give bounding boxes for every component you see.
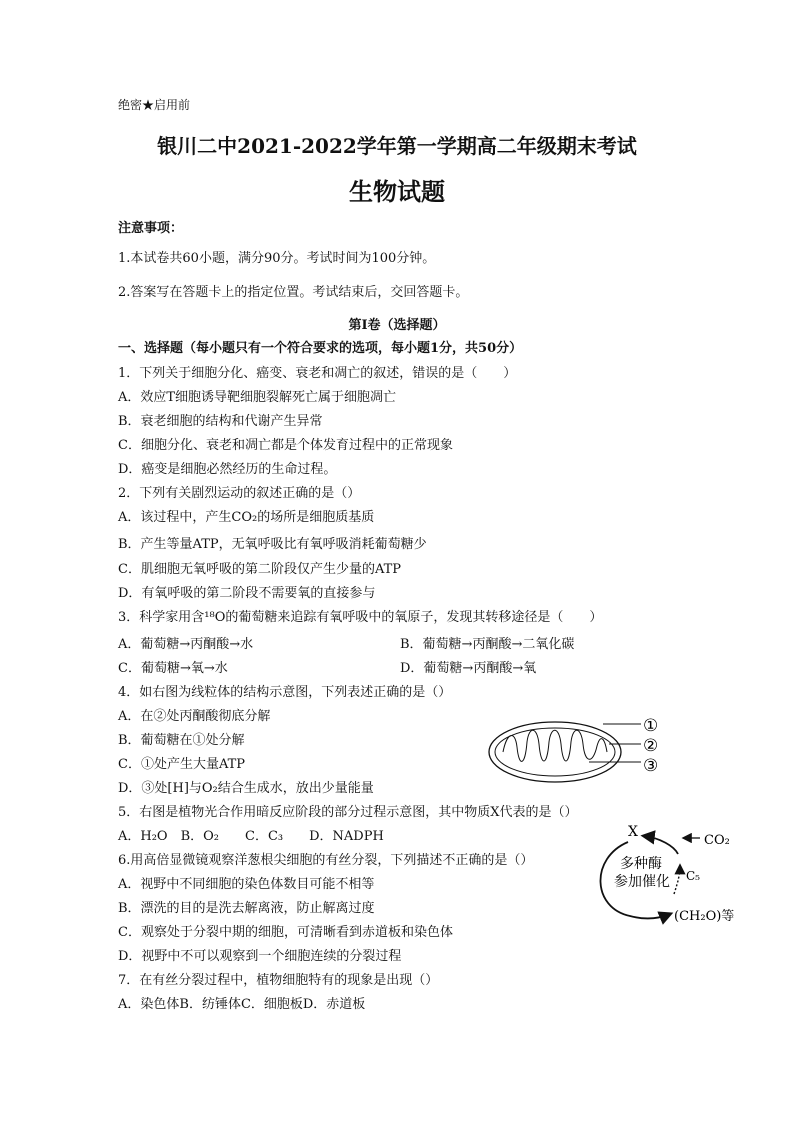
section-instruction: 一、选择题（每小题只有一个符合要求的选项，每小题1分，共50分） (118, 341, 523, 356)
co2-label: CO₂ (704, 833, 730, 848)
x-label: X (628, 824, 638, 840)
option: B．葡萄糖在①处分解 (118, 733, 245, 748)
question-stem: 3．科学家用含¹⁸O的葡萄糖来追踪有氧呼吸中的氧原子，发现其转移途径是（ ） (118, 610, 603, 625)
dark-reaction-diagram (590, 818, 770, 930)
ch2o-label: (CH₂O)等 (674, 909, 735, 924)
question-stem: 6.用高倍显微镜观察洋葱根尖细胞的有丝分裂，下列描述不正确的是（） (118, 853, 534, 868)
option: B．产生等量ATP，无氧呼吸比有氧呼吸消耗葡萄糖少 (118, 537, 427, 552)
outer-membrane (489, 722, 621, 782)
cristae (503, 730, 607, 761)
option: C．葡萄糖→氧→水 (118, 661, 228, 676)
option: A．葡萄糖→丙酮酸→水 (118, 637, 254, 652)
option: A．该过程中，产生CO₂的场所是细胞质基质 (118, 510, 375, 525)
enzyme-label-2: 参加催化 (614, 874, 670, 890)
question-stem: 4．如右图为线粒体的结构示意图，下列表述正确的是（） (118, 685, 452, 700)
c5-dashed-arrow (674, 866, 680, 894)
option: C．细胞分化、衰老和凋亡都是个体发育过程中的正常现象 (118, 438, 453, 453)
subject-title: 生物试题 (349, 177, 445, 206)
option: B．葡萄糖→丙酮酸→二氧化碳 (400, 637, 575, 652)
question-stem: 2．下列有关剧烈运动的叙述正确的是（） (118, 486, 361, 501)
note-item: 1.本试卷共60小题，满分90分。考试时间为100分钟。 (118, 251, 436, 266)
note-item: 2.答案写在答题卡上的指定位置。考试结束后，交回答题卡。 (118, 285, 469, 300)
inner-membrane (495, 728, 615, 776)
question-stem: 1．下列关于细胞分化、癌变、衰老和凋亡的叙述，错误的是（ ） (118, 366, 517, 381)
option: D．癌变是细胞必然经历的生命过程。 (118, 462, 337, 477)
option: D．有氧呼吸的第二阶段不需要氧的直接参与 (118, 586, 376, 601)
mitochondrion-diagram (485, 712, 695, 792)
option: A．效应T细胞诱导靶细胞裂解死亡属于细胞凋亡 (118, 390, 397, 405)
option: A．视野中不同细胞的染色体数目可能不相等 (118, 877, 375, 892)
option: C．肌细胞无氧呼吸的第二阶段仅产生少量的ATP (118, 562, 402, 577)
c5-label: C₅ (686, 869, 700, 883)
label-3: ③ (643, 756, 659, 776)
option-line: A．染色体B．纺锤体C．细胞板D．赤道板 (118, 997, 366, 1012)
option: D．视野中不可以观察到一个细胞连续的分裂过程 (118, 949, 402, 964)
cycle-arrow-top (644, 836, 678, 854)
confidential-label: 绝密★启用前 (118, 98, 191, 112)
option: B．衰老细胞的结构和代谢产生异常 (118, 414, 323, 429)
option: C．观察处于分裂中期的细胞，可清晰看到赤道板和染色体 (118, 925, 453, 940)
notes-heading: 注意事项： (118, 221, 184, 236)
option: C．①处产生大量ATP (118, 757, 246, 772)
option-line: A．H₂O B．O₂ C．C₃ D．NADPH (118, 829, 384, 844)
option: D．③处[H]与O₂结合生成水，放出少量能量 (118, 781, 374, 796)
label-1: ① (643, 716, 659, 736)
question-stem: 7．在有丝分裂过程中，植物细胞特有的现象是出现（） (118, 973, 439, 988)
label-2: ② (643, 736, 659, 756)
enzyme-label-1: 多种酶 (620, 856, 662, 872)
exam-title: 银川二中2021-2022学年第一学期高二年级期末考试 (157, 134, 637, 158)
option: B．漂洗的目的是洗去解离液，防止解离过度 (118, 901, 375, 916)
question-stem: 5．右图是植物光合作用暗反应阶段的部分过程示意图，其中物质X代表的是（） (118, 805, 578, 820)
section-title: 第Ⅰ卷（选择题） (348, 318, 446, 333)
option: D．葡萄糖→丙酮酸→氧 (400, 661, 537, 676)
option: A．在②处丙酮酸彻底分解 (118, 709, 271, 724)
